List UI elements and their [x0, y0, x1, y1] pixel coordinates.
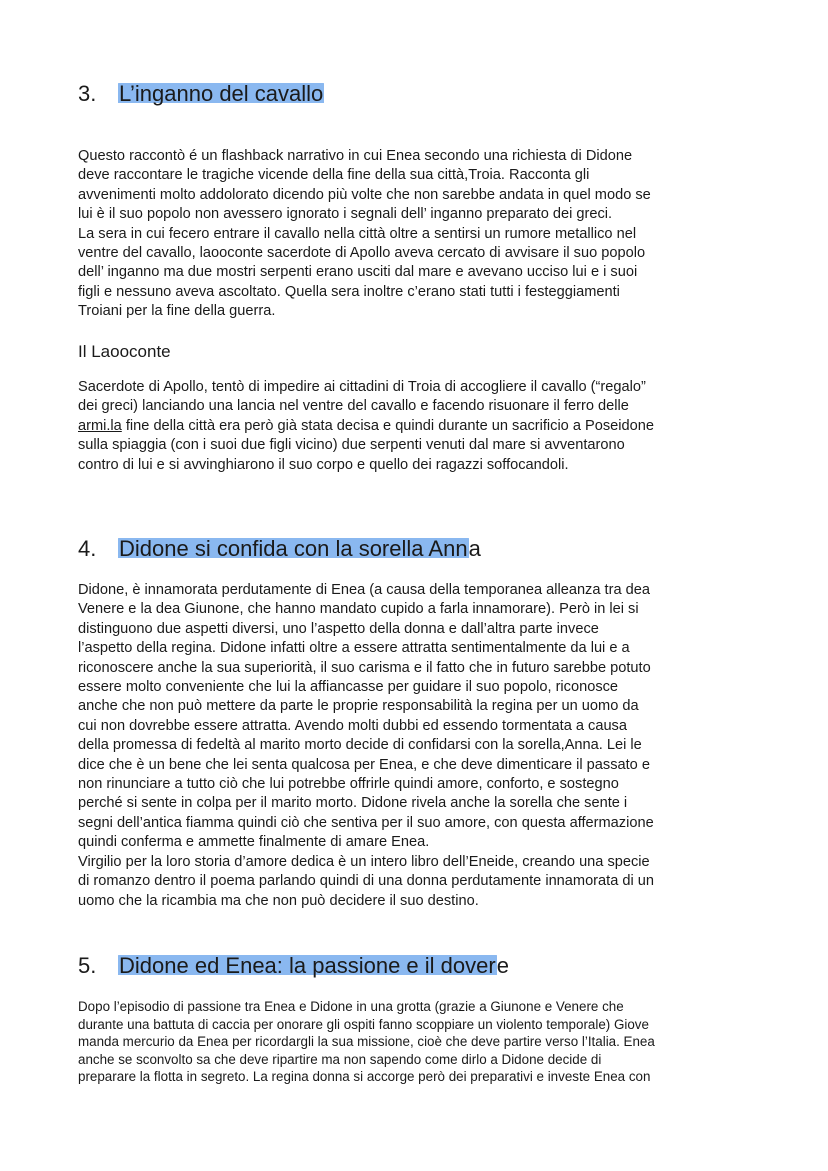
- text-line: Venere e la dea Giunone, che hanno mandato cupido a farla innamorare). Però in lei si: [78, 601, 639, 618]
- highlighted-title: L’inganno del cavallo: [119, 81, 324, 106]
- text-line: anche che non può mettere da parte le proprie responsabilità la regina per un uomo da: [78, 698, 639, 715]
- text-line: riconoscere anche la sua superiorità, il suo carisma e il fatto che in futuro sarebbe potuto: [78, 659, 651, 676]
- section-4-paragraph: [78, 581, 754, 911]
- section-5-heading: [78, 952, 509, 980]
- section-5-paragraph: [78, 998, 754, 1086]
- text-line: Dopo l’episodio di passione tra Enea e Didone in una grotta (grazie a Giunone e Venere che: [78, 999, 624, 1014]
- section-number: 4.: [78, 536, 97, 561]
- text-line: perché si sente in colpa per il marito morto. Didone rivela anche la sorella che sente i: [78, 795, 628, 812]
- text-fragment: fine della città era però già stata decisa e quindi durante un sacrificio a Poseidone: [125, 417, 654, 434]
- text-line: non rinunciare a tutto ciò che lui potrebbe offrirle quindi amore, conforto, e sostegno: [78, 776, 619, 793]
- text-line: essere molto conveniente che lui la affiancasse per guidare il suo popolo, riconosce: [78, 679, 619, 696]
- highlighted-title: Didone ed Enea: la passione e il dover: [119, 953, 496, 978]
- text-line: ventre del cavallo, laooconte sacerdote di Apollo aveva cercato di avvisare il suo popolo: [78, 245, 646, 262]
- text-line: Didone, è innamorata perdutamente di Enea (a causa della temporanea alleanza tra dea: [78, 582, 650, 598]
- laooconte-paragraph: [78, 378, 754, 475]
- text-line: di romanzo dentro il poema parlando quindi di una donna perdutamente innamorata di un: [78, 873, 655, 890]
- text-line: Questo raccontò é un flashback narrativo in cui Enea secondo una richiesta di Didone: [78, 148, 633, 164]
- section-4-heading: [78, 535, 481, 563]
- section-number: 3.: [78, 81, 97, 106]
- laooconte-subheading: Il Laooconte: [78, 342, 171, 361]
- section-3-heading: [78, 80, 324, 108]
- text-line: Sacerdote di Apollo, tentò di impedire ai cittadini di Troia di accogliere il cavallo (“regalo”: [78, 379, 646, 395]
- title-rest: a: [468, 536, 481, 561]
- text-line: manda mercurio da Enea per ricordargli la sua missione, cioè che deve partire verso l’Italia. Enea: [78, 1034, 655, 1049]
- text-line: Troiani per la fine della guerra.: [78, 303, 276, 320]
- text-line: segni dell’antica fiamma quindi ciò che sentiva per il suo amore, con questa affermazione: [78, 814, 654, 831]
- text-line: deve raccontare le tragiche vicende della fine della sua città,Troia. Racconta gli: [78, 167, 590, 184]
- text-line: della promessa di fedeltà al marito morto decide di confidarsi con la sorella,Anna. Lei le: [78, 737, 642, 754]
- text-line: Virgilio per la loro storia d’amore dedica è un intero libro dell’Eneide, creando una specie: [78, 853, 650, 870]
- title-rest: e: [496, 953, 509, 978]
- text-line: dell’ inganno ma due mostri serpenti erano usciti dal mare e avevano ucciso lui e i suoi: [78, 264, 638, 281]
- text-line: anche se sconvolto sa che deve ripartire ma non sapendo come dirlo a Didone decide di: [78, 1051, 602, 1067]
- text-line: uomo che la ricambia ma che non può decidere il suo destino.: [78, 892, 479, 909]
- text-line-with-link: [78, 417, 754, 436]
- text-line: figli e nessuno aveva ascoltato. Quella sera inoltre c’erano stati tutti i festeggiamenti: [78, 283, 620, 300]
- text-line: durante una battuta di caccia per onorare gli ospiti fanno scoppiare un violento temporale) Giove: [78, 1016, 649, 1032]
- text-line: distinguono due aspetti diversi, uno l’aspetto della donna e dall’altra parte invece: [78, 620, 599, 637]
- text-line: sulla spiaggia (con i suoi due figli vicino) due serpenti venuti dal mare si avventarono: [78, 437, 625, 454]
- text-line: lui è il suo popolo non avessero ignorato i segnali dell’ inganno preparato dei greci.: [78, 206, 613, 223]
- text-line: cui non dovrebbe essere attratta. Avendo molti dubbi ed essendo tormentata a causa: [78, 717, 627, 734]
- text-line: dei greci) lanciando una lancia nel ventre del cavallo e facendo risuonare il ferro delle: [78, 398, 629, 415]
- text-line: quindi conferma e ammette finalmente di amare Enea.: [78, 834, 430, 851]
- text-line: contro di lui e si avvinghiarono il suo corpo e quello dei ragazzi soffocandoli.: [78, 456, 569, 473]
- highlighted-title: Didone si confida con la sorella Ann: [119, 536, 468, 561]
- section-3-paragraph: [78, 147, 754, 322]
- text-line: avvenimenti molto addolorato dicendo più volte che non sarebbe andata in quel modo se: [78, 186, 651, 203]
- text-line: dice che è un bene che lei senta qualcosa per Enea, e che deve dimenticare il passato e: [78, 756, 650, 773]
- text-line: preparare la flotta in segreto. La regina donna si accorge però dei preparativi e investe Enea con: [78, 1069, 651, 1084]
- section-number: 5.: [78, 953, 97, 978]
- armi-link[interactable]: armi.la: [78, 417, 122, 434]
- text-line: l’aspetto della regina. Didone infatti oltre a essere attratta sentimentalmente da lui e a: [78, 640, 630, 657]
- text-line: La sera in cui fecero entrare il cavallo nella città oltre a sentirsi un rumore metallico nel: [78, 225, 637, 242]
